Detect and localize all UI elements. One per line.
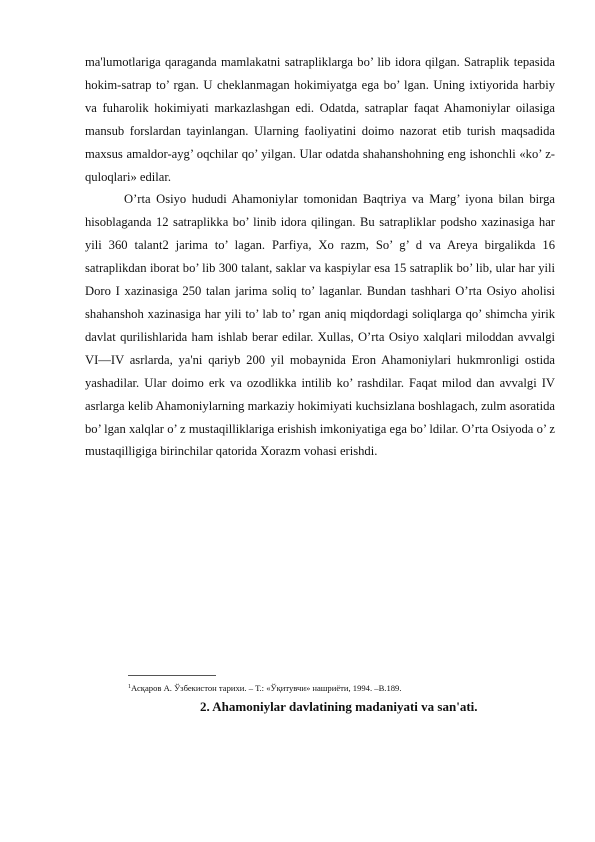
footnote-marker: 1 bbox=[128, 684, 131, 690]
section-heading: 2. Ahamoniylar davlatining madaniyati va san'ati. bbox=[200, 699, 478, 714]
footnote-text: Асқаров А. Ўзбекистон тарихи. – Т.: «Ўқитувчи» нашриёти, 1994. –В.189. bbox=[131, 683, 402, 693]
paragraph-orta-osiyo: O’rta Osiyo hududi Ahamoniylar tomonidan Baqtriya va Marg’ iyona bilan birga hisoblaganda 12 satraplikka bo’ linib idora qilingan. Bu satrapliklar podsho xazinasiga har yili 360 talant2 jarima to’ lagan. Parfiya, Xo razm, So’ g’ d va Areya birgalikda 16 satraplikdan iborat bo’ lib 300 talant, saklar va kaspiylar esa 15 satraplik bo’ lib, ular har yili Doro I xazinasiga 250 talan jarima soliq to’ laganlar. Bundan tashhari O’rta Osiyo aholisi shahanshoh xazinasiga har yili to’ lab to’ rgan aniq miqdordagi soliqlarga qo’ shimcha yirik davlat qurilishlarida ham ishlab berar edilar. Xullas, O’rta Osiyo xalqlari miloddan avvalgi VI—IV asrlarda, ya'ni qariyb 200 yil mobaynida Eron Ahamoniylari hukmronligi ostida yashadilar. Ular doimo erk va ozodlikka intilib ko’ rashdilar. Faqat milod dan avvalgi IV asrlarga kelib Ahamoniylarning markaziy hokimiyati kuchsizlana boshlagach, zulm asoratida bo’ lgan xalqlar o’ z mustaqilliklariga erishish imkoniyatiga ega bo’ ldilar. O’rta Osiyoda o’ z mustaqilligiga birinchilar qatorida Xorazm vohasi erishdi. bbox=[85, 192, 555, 459]
footnote bbox=[128, 682, 558, 694]
paragraph-satrapliklar: ma'lumotlariga qaraganda mamlakatni satrapliklarga bo’ lib idora qilgan. Satraplik tepasida hokim-satrap to’ rgan. U cheklanmagan hokimiyatga ega bo’ lgan. Uning ixtiyorida harbiy va fuharolik hokimiyati markazlashgan edi. Odatda, satraplar faqat Ahamoniylar oilasiga mansub forslardan tayinlangan. Ularning faoliyatini doimo nazorat etib turish maqsadida maxsus amaldor-ayg’ oqchilar qo’ yilgan. Ular odatda shahanshohning eng ishonchli «ko’ z-quloqlari» edilar. bbox=[85, 55, 555, 184]
body-text bbox=[85, 51, 555, 463]
footnote-separator bbox=[128, 675, 216, 676]
